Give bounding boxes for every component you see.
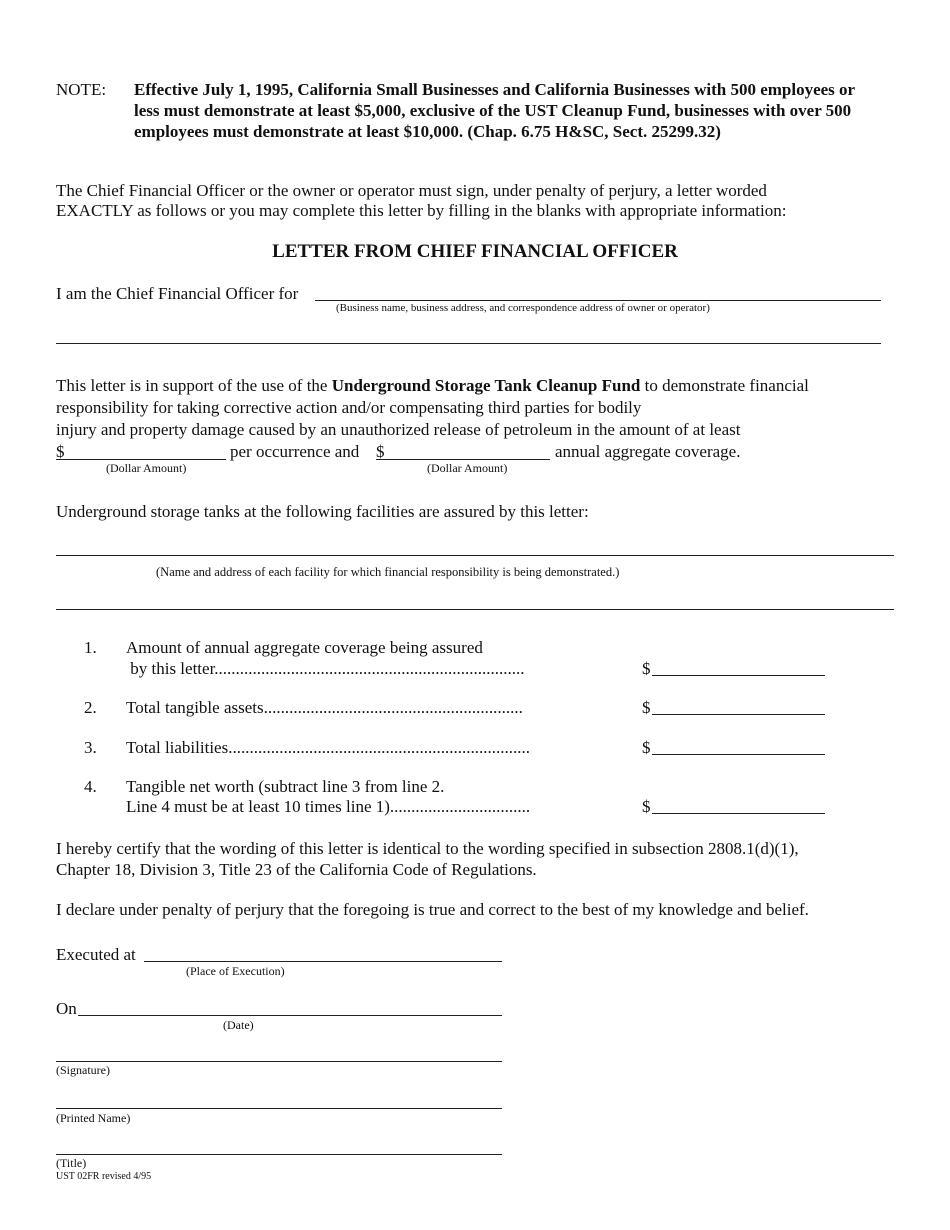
item-1-amount-field[interactable] [652,675,825,676]
facilities-lead: Underground storage tanks at the following facilities are assured by this letter: [56,502,589,521]
item-4-dollar: $ [642,797,651,816]
support-post: to demonstrate financial [644,376,809,395]
facility-field-1[interactable] [56,555,894,556]
title-caption: (Title) [56,1156,87,1170]
per-occurrence-text: per occurrence and [230,442,360,461]
item-2-dollar: $ [642,698,651,717]
letter-title: LETTER FROM CHIEF FINANCIAL OFFICER [272,241,678,262]
signature-field[interactable] [56,1061,502,1062]
executed-at-label: Executed at [56,945,136,964]
item-3-label: Total liabilities....................................................................... [126,738,530,757]
cfo-lead: I am the Chief Financial Officer for [56,284,299,303]
item-2-label: Total tangible assets............................................................. [126,698,523,717]
form-id: UST 02FR revised 4/95 [56,1171,152,1182]
note-label: NOTE: [56,80,107,99]
printed-name-caption: (Printed Name) [56,1111,131,1125]
date-field[interactable] [78,1015,502,1016]
annual-aggregate-amount-field[interactable] [376,459,550,460]
fund-name: Underground Storage Tank Cleanup Fund [331,376,641,395]
item-1-dollar: $ [642,659,651,678]
place-caption: (Place of Execution) [186,964,285,978]
aggregate-amount-caption: (Dollar Amount) [427,461,508,475]
support-line-2: responsibility for taking corrective action and/or compensating third parties for bodily [56,398,642,417]
title-field[interactable] [56,1154,502,1155]
on-label: On [56,999,77,1018]
aggregate-dollar-sign: $ [376,442,385,461]
item-1-line-1: Amount of annual aggregate coverage being assured [126,638,483,657]
business-address-field[interactable] [56,343,881,344]
item-2-number: 2. [84,698,97,717]
business-name-field[interactable] [315,300,881,301]
date-caption: (Date) [223,1018,254,1032]
facility-field-2[interactable] [56,609,894,610]
printed-name-field[interactable] [56,1108,502,1109]
certify-line-2: Chapter 18, Division 3, Title 23 of the California Code of Regulations. [56,860,537,879]
item-4-line-2: Line 4 must be at least 10 times line 1)................................. [126,797,531,816]
intro-line-1: The Chief Financial Officer or the owner or operator must sign, under penalty of perjury, a letter worded [56,181,767,200]
occurrence-amount-caption: (Dollar Amount) [106,461,187,475]
annual-aggregate-text: annual aggregate coverage. [555,442,741,461]
intro-line-2: EXACTLY as follows or you may complete this letter by filling in the blanks with appropriate information: [56,201,787,220]
per-occurrence-amount-field[interactable] [56,459,226,460]
note-text: Effective July 1, 1995, California Small Businesses and California Businesses with 500 employees or less must demonstrate at least $5,000, exclusive of the UST Cleanup Fund, businesses with over 500 employees must demonstrate at least $10,000. (Chap. 6.75 H&SC, Sect. 25299.32) [134,80,855,141]
place-of-execution-field[interactable] [144,961,502,962]
support-line-1 [56,375,809,396]
item-4-line-1: Tangible net worth (subtract line 3 from line 2. [126,777,445,796]
certify-line-1: I hereby certify that the wording of this letter is identical to the wording specified in subsection 2808.1(d)(1), [56,839,799,858]
item-3-dollar: $ [642,738,651,757]
support-line-3: injury and property damage caused by an unauthorized release of petroleum in the amount of at least [56,420,741,439]
item-1-number: 1. [84,638,97,657]
occurrence-dollar-sign: $ [56,442,65,461]
item-1-line-2: by this letter......................................................................... [126,659,525,678]
item-3-amount-field[interactable] [652,754,825,755]
declaration: I declare under penalty of perjury that the foregoing is true and correct to the best of my knowledge and belief. [56,900,809,919]
signature-caption: (Signature) [56,1063,110,1077]
support-pre: This letter is in support of the use of the [56,376,328,395]
facility-caption: (Name and address of each facility for which financial responsibility is being demonstrated.) [156,565,620,579]
item-4-number: 4. [84,777,97,796]
item-4-amount-field[interactable] [652,813,825,814]
business-caption: (Business name, business address, and correspondence address of owner or operator) [336,302,710,314]
item-3-number: 3. [84,738,97,757]
item-2-amount-field[interactable] [652,714,825,715]
